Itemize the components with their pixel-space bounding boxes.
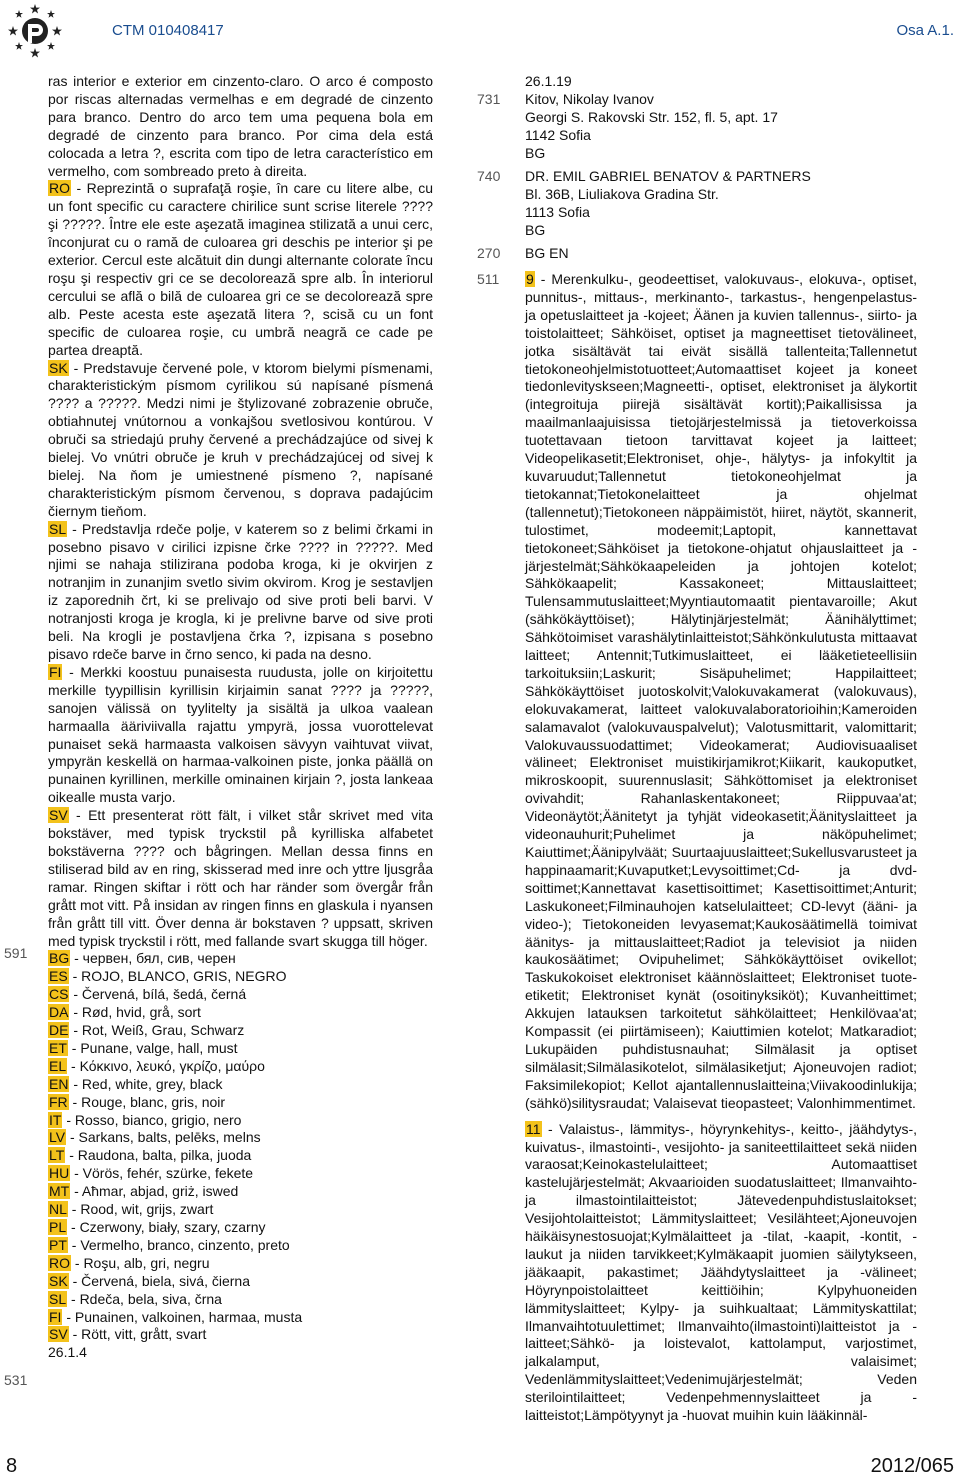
color-list-item bbox=[48, 1058, 433, 1076]
color-list-item bbox=[48, 1201, 433, 1219]
color-list-item bbox=[48, 1273, 433, 1291]
value-531: 26.1.4 bbox=[48, 1344, 87, 1361]
color-names: - Punane, valge, hall, must bbox=[67, 1039, 238, 1056]
color-lang-code: NL bbox=[49, 1201, 67, 1218]
sv-description bbox=[48, 807, 433, 950]
class-code-11: 11 bbox=[526, 1120, 541, 1137]
color-lang-code: PL bbox=[49, 1219, 67, 1235]
class-code-9: 9 bbox=[526, 271, 534, 287]
color-list-item bbox=[48, 1237, 433, 1255]
class-9-goods bbox=[525, 271, 917, 1113]
lang-code-sv: SV bbox=[49, 807, 68, 824]
color-lang-code: FI bbox=[49, 1308, 62, 1325]
color-names: - Punainen, valkoinen, harmaa, musta bbox=[62, 1308, 303, 1325]
sk-description-text: - Predstavuje červené pole, v ktorom bielymi písmenami, charakteristickým písmom cyrilikou sú napísané písmená ???? a ?????. Medzi nimi je štylizované zobrazenie obruče, obtiahnutej vnútornou a vonkajšou svetlosivou kontúrou. V obruči sa striedajú pruhy červené a prechádzajúce od sivej k bielej. Vo vnútri obruče je kruh v prechádzajúcej od sivej k bielej. Na ňom je umiestnené písmeno ?, napísané charakteristickým písmom červenou, s doprava padajúcim čiernym tieňom. bbox=[48, 359, 433, 519]
owner-city: 1142 Sofia bbox=[525, 126, 591, 143]
color-list-item bbox=[48, 986, 433, 1004]
color-list-item bbox=[48, 1309, 433, 1327]
color-lang-code: EN bbox=[49, 1075, 69, 1092]
color-lang-code: DE bbox=[49, 1022, 69, 1039]
color-names: - червен, бял, сив, черен bbox=[70, 950, 236, 967]
color-names: - Rosso, bianco, grigio, nero bbox=[62, 1111, 242, 1128]
color-list-item bbox=[48, 1022, 433, 1040]
color-lang-code: LT bbox=[49, 1147, 65, 1164]
owner-street: Georgi S. Rakovski Str. 152, fl. 5, apt. 17 bbox=[525, 108, 778, 125]
inid-code-511: 511 bbox=[477, 271, 500, 287]
color-names: - Červená, bílá, šedá, černá bbox=[69, 986, 247, 1003]
class-11-goods bbox=[525, 1121, 917, 1425]
color-list-item bbox=[48, 950, 433, 968]
color-lang-code: ET bbox=[49, 1039, 67, 1056]
inid-code-591: 591 bbox=[4, 945, 28, 961]
color-lang-code: IT bbox=[49, 1111, 62, 1128]
color-names: - Vörös, fehér, szürke, fekete bbox=[70, 1165, 254, 1182]
color-names: - Rdeča, bela, siva, črna bbox=[67, 1290, 222, 1307]
representative-street: Bl. 36B, Liuliakova Gradina Str. bbox=[525, 185, 719, 202]
color-lang-code: BG bbox=[49, 950, 70, 967]
color-list-item bbox=[48, 1040, 433, 1058]
page-header bbox=[0, 0, 960, 64]
color-names: - Red, white, grey, black bbox=[69, 1075, 223, 1092]
sl-description bbox=[48, 521, 433, 664]
lang-code-sk: SK bbox=[49, 359, 68, 376]
color-list-item bbox=[48, 1129, 433, 1147]
color-names: - Czerwony, biały, szary, czarny bbox=[67, 1219, 266, 1235]
class-9-text: - Merenkulku-, geodeettiset, valokuvaus-, elokuva-, optiset, punnitus-, mittaus-, merkinanto-, tarkastus-, hengenpelastus- ja opetuslaitteet ja -kojeet; Äänen ja kuvien tallennus-, siirto- ja toistolaitteet; Sähköiset, optiset ja magneettiset tietovälineet, jotka sisältävät tai eivät sisällä tallenteita;Tallennetut tietokoneohjelmistotuotteet;Automaattiset kojeet ja koneet tiedonlevityskseen;Magneetti-, optiset, elektroniset ja älykortit (integroituja piirejä sisältävät kortit);Paikallisissa ja maailmanlaajuisissa tietojärjestelmissä ja tietoverkoissa tuotettavaan tietoon tarvittavat kojeet ja laitteet; Videopelikasetit;Elektroniset, ohje-, hälytys- ja infokyltit ja kuvaruudut;Tallennetut tietokoneohjelmat ja tietokannat;Tietokonelaitteet ja ohjelmat (tallennetut);Tietokoneen näppäimistöt, hiiret, näytöt, skannerit, tulostimet, modeemit;Laptopit, kannettavat tietokoneet;Sähköiset ja tietokone-ohjatut ohjauslaitteet ja -järjestelmät;Sähkökaapeleiden ja johtojen kotelot; Sähkökaapelit; Kassakoneet; Mittauslaitteet; Tulensammutuslaitteet;Myyntiautomaatit pientavaroille; Akut (sähkökäyttöiset); Hälytinjärjestelmät; Äänihälyttimet; Sähkötoimiset varashälytinlaitteistot;Sähkönkulutusta mittaavat laitteet; Antennit;Tutkimuslaitteet, ei lääketieteellisiin tarkoituksiin;Laskurit; Sisäpuhelimet; Happilaitteet; Sähkökäyttöiset juotoskolvit;Valokuvakamerat (valokuvaus), elokuvakamerat, laitteet valokuvalaboratorioihin;Kameroiden salamavalot (valokuvauspalvelut); Valotusmittarit, valomittarit; Valokuvaussuodattimet; Videokamerat; Audiovisuaaliset välineet; Elektroniset muistikirjamikrot;Kiikarit, kaukoputket, mikroskoopit, suurennuslasit; Sähköttomiset ja elektroniset ovivahdit; Rahanlaskentakoneet; Riippuvaa'at; Videonäytöt;Äänitetyt ja tyhjät videokasetit;Äänityslaitteet ja videonauhurit;Puhelimet ja näköpuhelimet; Kaiuttimet;Äänipylväät; Suurtaajuuslaitteet;Sukellusvarusteet ja happinaamarit;Kuvaputket;Levysoittimet;Cd- ja dvd-soittimet;Kannettavat kasettisoittimet; Kasettisoittimet;Anturit; Laskukoneet;Filminauhojen katselulaitteet; CD-levyt (ääni- ja video-); Tietokoneiden levyasemat;Kaukosäätimellä toimivat äänitys- ja mittauslaitteet;Radiot ja televisiot ja niiden kaukosäätimet; Ovipuhelimet; Sähkökäyttöiset ovikellot; Taskukokoiset elektroniset käännöslaitteet; Elektroniset tuote-etiketit; Elektroniset kynät (osoitinyksiköt); Kuvanheittimet; Akkujen latauksen tarkoitetut sähkölaitteet; Henkilövaa'at; Kompassit (ei piirtämiseen); Kaiuttimien kotelot; Matkaradiot; Lukupäiden puhdistusnauhat; Silmälasit ja optiset silmälasit;Silmälasikotelot, silmälasiketjut; Ajoneuvojen radiot; Faksimilekopiot; Kellot ajantallennuslaitteina;Viivakoodinlukija; (sähkö)silitysraudat; Valaisevat tieopasteet; Valonhimmentimet. bbox=[525, 271, 917, 1111]
color-lang-code: FR bbox=[49, 1093, 68, 1110]
color-lang-code: SL bbox=[49, 1290, 67, 1307]
lang-code-fi: FI bbox=[49, 663, 62, 680]
color-names: - Rot, Weiß, Grau, Schwarz bbox=[69, 1022, 245, 1039]
sl-description-text: - Predstavlja rdeče polje, v katerem so z belimi črkami in posebno pisavo v cirilici izpisne črke ???? in ?????. Med njimi se nahaja stilizirana podoba kroga, ki je okvirjen z notranjim in zunanjim svetlo sivim okvirom. Krog je sestavljen iz zaporednih črt, ki se prelivajo od sive proti beli barvi. V notranjosti kroga je krogla, ki je prelivne barve od sive proti beli. Na krogli je postavljena črka ?, izpisana s posebno pisavo rdeče barve in črno senco, ki pada na desno. bbox=[48, 520, 433, 662]
color-lang-code: HU bbox=[49, 1165, 70, 1182]
color-names: - Roşu, alb, gri, negru bbox=[71, 1254, 210, 1271]
inid-code-531: 531 bbox=[4, 1372, 28, 1388]
lang-code-ro: RO bbox=[49, 180, 70, 197]
color-lang-code: DA bbox=[49, 1004, 69, 1021]
color-names: - Rød, hvid, grå, sort bbox=[69, 1004, 201, 1021]
owner-country: BG bbox=[525, 144, 546, 161]
color-list-item bbox=[48, 1112, 433, 1130]
color-list-item bbox=[48, 1183, 433, 1201]
color-names: - Rouge, blanc, gris, noir bbox=[68, 1093, 226, 1110]
color-list-item bbox=[48, 968, 433, 986]
color-list-item bbox=[48, 1076, 433, 1094]
color-list-item bbox=[48, 1147, 433, 1165]
ro-description bbox=[48, 180, 433, 359]
page-number: 8 bbox=[6, 1455, 18, 1477]
color-names: - Sarkans, balts, pelēks, melns bbox=[66, 1129, 261, 1146]
date-value: 26.1.19 bbox=[525, 73, 572, 89]
color-names: - ROJO, BLANCO, GRIS, NEGRO bbox=[68, 968, 287, 985]
inid-code-740: 740 bbox=[477, 168, 501, 184]
color-names: - Červená, biela, sivá, čierna bbox=[68, 1272, 250, 1289]
inid-code-270: 270 bbox=[477, 245, 501, 261]
color-names: - Rood, wit, grijs, zwart bbox=[67, 1201, 214, 1218]
color-list-item bbox=[48, 1255, 433, 1273]
representative-city: 1113 Sofia bbox=[525, 203, 590, 220]
color-list-item bbox=[48, 1094, 433, 1112]
color-lang-code: SK bbox=[49, 1272, 68, 1289]
lang-code-sl: SL bbox=[49, 520, 67, 537]
sv-description-text: - Ett presenterat rött fält, i vilket står skrivet med vita bokstäver, med typisk tryckstil på kyrilliska alfabetet bokstäverna ???? och bågringen. Mellan dessa finns en stiliserad bild av en ring, skisserad med inre och yttre ljusgråa ramar. Ringen skiftar i rött och har ränder som övergår från grått mot vitt. På insidan av ringen finns en glaskula i nyansen från grått till vitt. Över denna är bokstaven ? uppsatt, skriven med typisk tryckstil i rött, med fallande svart skugga till höger. bbox=[48, 807, 433, 949]
owner-name: Kitov, Nikolay Ivanov bbox=[525, 91, 654, 107]
color-list-item bbox=[48, 1004, 433, 1022]
fi-description-text: - Merkki koostuu punaisesta ruudusta, jolle on kirjoitettu merkille tyypillisin kyrillisin kirjaimin sanat ???? ja ?????, sanojen välissä on tyylitelty ja sisältä ja ulkoa vaalean harmaalla ääriviivalla rajattu ympyrä, jossa vuorottelevat punaiset sekä harmaasta valkoisen sävyyn vaihtuvat viivat, ympyrän keskellä on harmaa-valkoinen piste, jonka päällä on punainen kyrillinen, merkille ominainen kirjain ?, josta lankeaa oikealle musta varjo. bbox=[48, 663, 433, 806]
pt-description-continuation: ras interior e exterior em cinzento-claro. O arco é composto por riscas alternadas vermelhas e em degradé de cinzento para branco. Dentro do arco tem uma pequena bola em degradé de cinzento para branco. Por cima dela está colocada a letra ?, escrita com tipo de letra característico em vermelho, com sombreado preto à direita. bbox=[48, 73, 433, 179]
color-lang-code: LV bbox=[49, 1129, 66, 1146]
color-lang-code: MT bbox=[49, 1183, 70, 1200]
color-names: - Κόκκινο, λευκό, γκρίζο, μαύρο bbox=[67, 1057, 265, 1074]
section-reference: Osa A.1. bbox=[896, 22, 954, 39]
left-column bbox=[48, 73, 433, 1362]
color-lang-code: SV bbox=[49, 1326, 68, 1343]
color-list-item bbox=[48, 1291, 433, 1309]
issue-number: 2012/065 bbox=[870, 1455, 954, 1477]
colors-list bbox=[48, 950, 433, 1344]
color-list-item bbox=[48, 1326, 433, 1344]
sk-description bbox=[48, 360, 433, 521]
color-lang-code: EL bbox=[49, 1057, 67, 1074]
color-names: - Aħmar, abjad, griż, iswed bbox=[70, 1183, 239, 1200]
oami-logo-icon bbox=[6, 2, 64, 60]
color-list-item bbox=[48, 1219, 433, 1237]
representative-country: BG bbox=[525, 221, 546, 238]
representative-name: DR. EMIL GABRIEL BENATOV & PARTNERS bbox=[525, 168, 811, 184]
color-list-item bbox=[48, 1165, 433, 1183]
document-number: CTM 010408417 bbox=[112, 22, 224, 39]
class-11-text: - Valaistus-, lämmitys-, höyrynkehitys-, keitto-, jäähdytys-, kuivatus-, ilmastointi-, vesijohto- ja saniteettilaitteet sekä niiden varaosat;Keinokastelulaitteet; Automaattiset kastelujärjestelmät; Akvaarioiden suodatuslaitteet; Ilmanvaihto- ja ilmastointilaitteistot; Jätevedenpuhdistuslaitokset; Vesijohtolaitteistot; Lämmityslaitteet; Vesilähteet;Ajoneuvojen häikäisynestosuojat;Kylmälaitteet ja -tilat, -kaapit, -kontit, -laukut ja niiden tarvikkeet;Kylmäkaapit juomien säilytykseen, jääkaapit, pakastimet; Jäähdytyslaitteet ja -välineet; Höyrynpoistolaitteet keittiöihin; Kylpyhuoneiden lämmityslaitteet; Kylpy- ja suihkualtaat; Lämmityskattilat; Ilmanvaihtotuulettimet; Ilmanvaihto(ilmastointi)laitteistot ja -laitteet;Sähkö- ja loistevalot, kattolamput, varjostimet, jalkalamput, valaisimet; Vedenlämmityslaitteet;Vedenimujärjestelmät; Veden sterilointilaitteet; Vedenpehmennyslaitteet ja -laitteistot;Lämpötyynyt ja -huovat muihin kuin lääkinnäl- bbox=[525, 1120, 917, 1424]
color-lang-code: CS bbox=[49, 986, 69, 1003]
color-lang-code: RO bbox=[49, 1254, 70, 1271]
inid-code-731: 731 bbox=[477, 91, 501, 107]
color-lang-code: PT bbox=[49, 1236, 67, 1253]
ro-description-text: - Reprezintă o suprafaţă roşie, în care cu litere albe, cu un font specific cu caractere chirilice sunt scrise literele ???? şi ?????. Între ele este aşezată imaginea stilizată a unui cerc, înconjurat cu o ramă de culoarea gri deschis pe interior şi pe exterior. Cercul este alcătuit din dungi alternante colorate încu roşu şi respectiv gri ce se decolorează spre alb. În interiorul cercului se află o bilă de culoarea gri ce se decolorează spre alb. Peste acesta este aşezată litera ?, scisă cu un font specific de culoarea roşie, cu umbră neagră ce cade pe partea dreaptă. bbox=[48, 180, 433, 358]
color-names: - Vermelho, branco, cinzento, preto bbox=[67, 1236, 290, 1253]
fi-description bbox=[48, 664, 433, 807]
languages-value: BG EN bbox=[525, 245, 569, 261]
color-lang-code: ES bbox=[49, 968, 68, 985]
color-names: - Raudona, balta, pilka, juoda bbox=[65, 1147, 252, 1164]
color-names: - Rött, vitt, grått, svart bbox=[68, 1326, 207, 1343]
